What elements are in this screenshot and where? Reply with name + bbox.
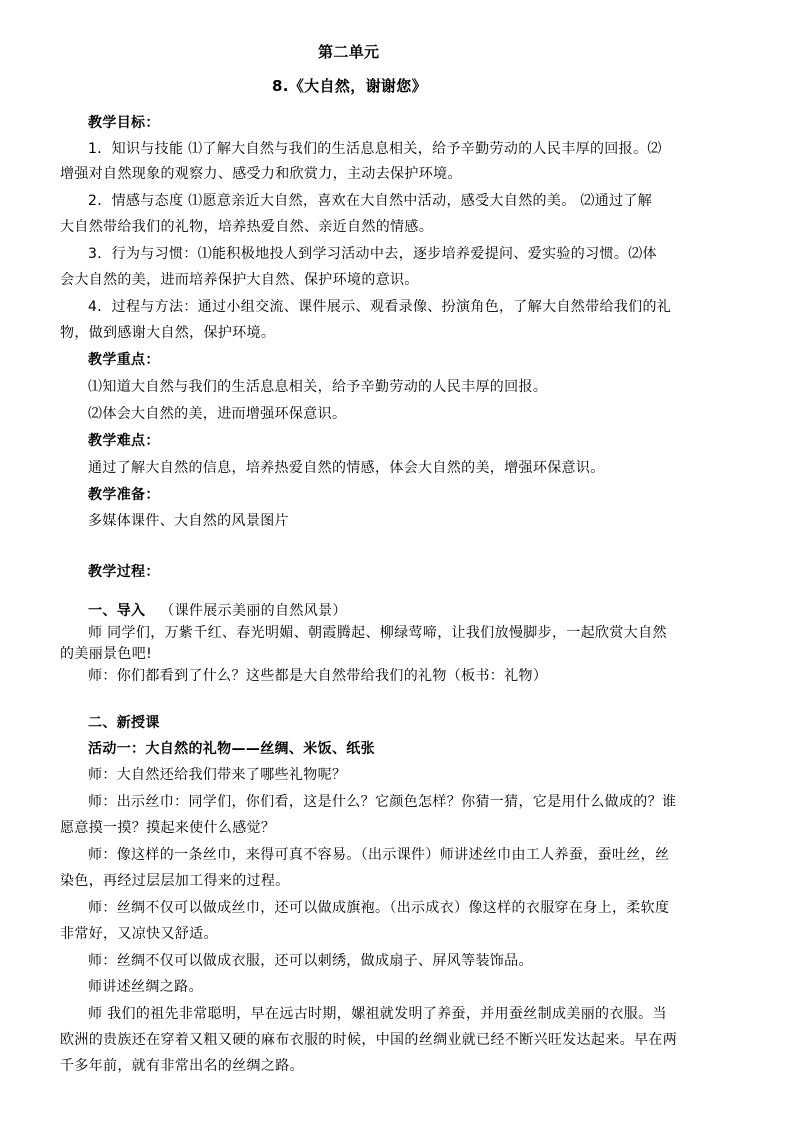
para3-line2: 染色，再经过层层加工得来的过程。 (60, 873, 290, 889)
para5: 师：丝绸不仅可以做成衣服，还可以刺绣，做成扇子、屏风等装饰品。 (88, 953, 533, 969)
goal2-line1: 2．情感与态度 ⑴愿意亲近大自然，喜欢在大自然中活动，感受大自然的美。 ⑵通过了解 (88, 193, 653, 209)
key-point-2: ⑵体会大自然的美，进而增强环保意识。 (88, 406, 347, 422)
goal2-line2: 大自然带给我们的礼物，培养热爱自然、亲近自然的情感。 (60, 219, 434, 235)
heading-key-points: 教学重点： (88, 352, 160, 368)
section1-line (88, 601, 748, 621)
section1-heading: 一、导入 (88, 603, 146, 619)
para4-line1: 师：丝绸不仅可以做成丝巾，还可以做成旗袍。（出示成衣）像这样的衣服穿在身上，柔软度 (88, 900, 670, 916)
heading-goals: 教学目标： (88, 115, 160, 131)
para7-line1: 师 我们的祖先非常聪明，早在远古时期，嫘祖就发明了养蚕，并用蚕丝制成美丽的衣服。当 (88, 1006, 667, 1022)
section1-p1-line1: 师 同学们，万紫千红、春光明媚、朝霞腾起、柳绿莺啼，让我们放慢脚步，一起欣赏大自然 (88, 625, 667, 641)
section1-note: （课件展示美丽的自然风景） (160, 603, 347, 619)
para7-line2: 欧洲的贵族还在穿着又粗又硬的麻布衣服的时候，中国的丝绸业就已经不断兴旺发达起来。早在两 (60, 1032, 678, 1048)
section1-p1-line2: 的美丽景色吧! (60, 646, 153, 662)
para6: 师讲述丝绸之路。 (88, 979, 203, 995)
goal1-line1: 1．知识与技能 ⑴了解大自然与我们的生活息息相关，给予辛勤劳动的人民丰厚的回报。⑵ (88, 141, 662, 157)
para3-line1: 师：像这样的一条丝巾，来得可真不容易。（出示课件）师讲述丝巾由工人养蚕，蚕吐丝，丝 (88, 847, 670, 863)
para2-line1: 师：出示丝巾：同学们，你们看，这是什么？它颜色怎样？你猜一猜，它是用什么做成的？谁 (88, 794, 677, 810)
goal3-line2: 会大自然的美，进而培养保护大自然、保护环境的意识。 (60, 272, 419, 288)
preparation-1: 多媒体课件、大自然的风景图片 (88, 513, 289, 529)
section1-p2: 师：你们都看到了什么？这些都是大自然带给我们的礼物（板书：礼物） (88, 668, 548, 684)
activity1-heading: 活动一：大自然的礼物——丝绸、米饭、纸张 (88, 741, 375, 757)
lesson-title: 8.《大自然，谢谢您》 (272, 77, 427, 95)
goal1-line2: 增强对自然现象的观察力、感受力和欣赏力，主动去保护环境。 (60, 166, 462, 182)
para4-line2: 非常好，又凉快又舒适。 (60, 926, 218, 942)
goal4-line1: 4．过程与方法：通过小组交流、课件展示、观看录像、扮演角色，了解大自然带给我们的礼 (88, 299, 672, 315)
para7-line3: 千多年前，就有非常出名的丝绸之路。 (60, 1058, 304, 1074)
heading-process: 教学过程： (88, 564, 160, 580)
unit-title: 第二单元 (318, 43, 380, 61)
para1: 师：大自然还给我们带来了哪些礼物呢？ (88, 767, 347, 783)
heading-preparation: 教学准备： (88, 487, 160, 503)
key-point-1: ⑴知道大自然与我们的生活息息相关，给予辛勤劳动的人民丰厚的回报。 (88, 379, 548, 395)
goal4-line2: 物，做到感谢大自然，保护环境。 (60, 325, 276, 341)
para2-line2: 愿意摸一摸？摸起来使什么感觉？ (60, 820, 276, 836)
goal3-line1: 3．行为与习惯：⑴能积极地投人到学习活动中去，逐步培养爱提问、爱实验的习惯。⑵体 (88, 246, 657, 262)
difficulty-1: 通过了解大自然的信息，培养热爱自然的情感，体会大自然的美，增强环保意识。 (88, 460, 605, 476)
section2-heading: 二、新授课 (88, 715, 160, 731)
heading-difficulties: 教学难点： (88, 433, 160, 449)
